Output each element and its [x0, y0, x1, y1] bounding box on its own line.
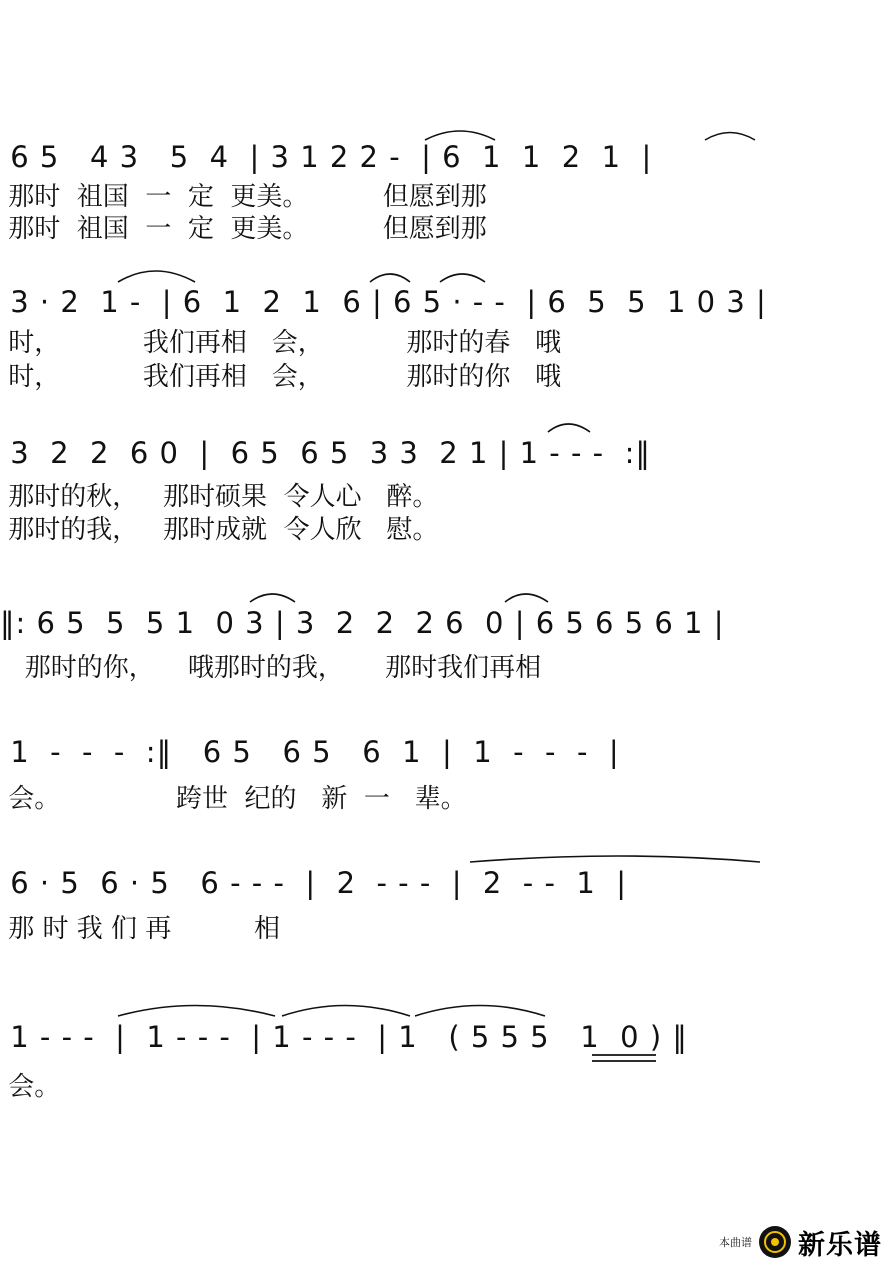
score-lyric-line: 那时的你， 哦那时的我， 那时我们再相	[0, 653, 542, 683]
score-lyric-line: 会。 跨世 纪的 新 一 辈。	[0, 784, 467, 814]
score-notes-line: ‖: 6 5 5 5 1 0 3 | 3 2 2 2 6 0 | 6 5 6 5 6 1 |	[0, 606, 725, 640]
score-lyric-line: 那时的秋， 那时硕果 令人心 醉。	[0, 482, 439, 512]
score-lyric-line: 那时 祖国 一 定 更美。 但愿到那	[0, 214, 487, 244]
site-watermark	[719, 1222, 882, 1262]
score-lyric-line: 时， 我们再相 会， 那时的你 哦	[0, 362, 562, 392]
score-lyric-line: 时， 我们再相 会， 那时的春 哦	[0, 328, 562, 358]
score-notes-line: 1 - - - | 1 - - - | 1 - - - | 1 ( 5 5 5 1 0 ) ‖	[0, 1020, 688, 1054]
watermark-brand: 新乐谱	[798, 1229, 882, 1261]
score-lyric-line: 那 时 我 们 再 相	[0, 914, 280, 944]
score-notes-line: 3 2 2 6 0 | 6 5 6 5 3 3 2 1 | 1 - - - :‖	[0, 436, 651, 470]
score-lyric-line: 那时的我， 那时成就 令人欣 慰。	[0, 515, 439, 545]
score-lyric-line: 那时 祖国 一 定 更美。 但愿到那	[0, 182, 487, 212]
music-disc-icon	[758, 1225, 792, 1259]
score-notes-line: 1 - - - :‖ 6 5 6 5 6 1 | 1 - - - |	[0, 735, 620, 769]
watermark-small-text: 本曲谱	[719, 1236, 752, 1249]
score-notes-line: 6 5 4 3 5 4 | 3 1 2 2 - | 6 1 1 2 1 |	[0, 140, 653, 174]
score-lyric-line: 会。	[0, 1072, 61, 1102]
score-notes-line: 6 · 5 6 · 5 6 - - - | 2 - - - | 2 - - 1 |	[0, 866, 628, 900]
score-notes-line: 3 · 2 1 - | 6 1 2 1 6 | 6 5 · - - | 6 5 5 1 0 3 |	[0, 285, 767, 319]
